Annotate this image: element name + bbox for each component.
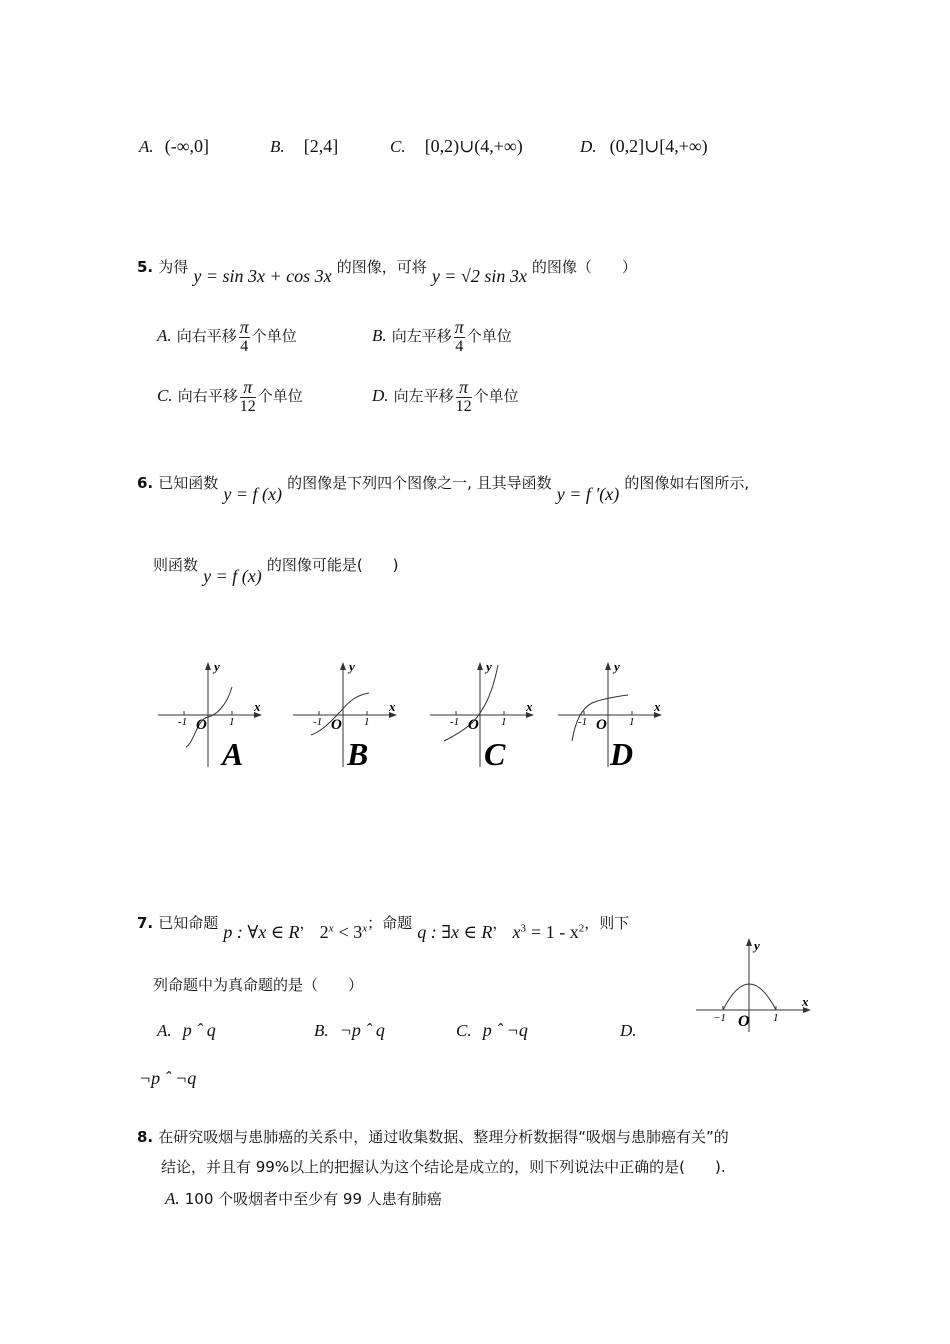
option-letter: A. [157, 326, 172, 345]
tick-label: 1 [229, 716, 235, 728]
option-text: 向左平移 [393, 387, 454, 405]
graph-letter: A [222, 736, 244, 772]
graph-letter: D [610, 736, 634, 772]
ineq-exp: x [362, 922, 368, 935]
option-text: ¬p ˆ q [339, 1020, 385, 1040]
eq-mid: = 1 - x [531, 922, 579, 942]
q4-option-b [270, 136, 338, 157]
option-text: (0,2]∪[4,+∞) [609, 136, 708, 156]
q7-stem-line2 [153, 974, 363, 995]
q5-option-c [157, 378, 303, 415]
graph-d-svg [550, 655, 670, 775]
origin-label: O [196, 717, 207, 733]
tick-label: 1 [629, 716, 635, 728]
q6-derivative-graph [694, 934, 820, 1034]
y-label: y [614, 659, 620, 674]
fraction [456, 378, 472, 415]
option-text: ¬p ˆ ¬q [139, 1068, 197, 1088]
option-letter: D. [580, 137, 597, 156]
option-text: 个单位 [466, 327, 512, 345]
graph-c-svg [422, 655, 542, 775]
denominator: 4 [455, 338, 464, 355]
graph-b [285, 655, 405, 775]
stem-text: 的图像，可将 [336, 258, 427, 276]
option-letter: B. [270, 137, 285, 156]
y-arrow [205, 662, 211, 670]
graph-c [422, 655, 542, 775]
stem-text: 列命题中为真命题的是（ ） [153, 976, 364, 994]
option-text: 向左平移 [391, 327, 452, 345]
numerator: π [243, 377, 253, 397]
equation [512, 923, 584, 942]
fraction [239, 318, 250, 355]
origin-label: O [468, 717, 479, 733]
y-arrow [605, 662, 611, 670]
option-letter: A. [157, 1021, 172, 1040]
x-label: x [389, 699, 396, 714]
x-label: x [654, 699, 661, 714]
inequality [320, 923, 368, 942]
separator: ， [299, 914, 315, 932]
y-arrow [746, 938, 752, 946]
stem-text: 结论，并且有 99%以上的把握认为这个结论是成立的，则下列说法中正确的是( ). [161, 1158, 726, 1176]
denominator: 12 [239, 398, 256, 415]
option-text: 向右平移 [177, 387, 238, 405]
y-label: y [754, 938, 760, 953]
option-text: [0,2)∪(4,+∞) [424, 136, 523, 156]
question-number: 7. [137, 914, 154, 932]
formula: y = f ′(x) [556, 484, 620, 504]
y-arrow [340, 662, 346, 670]
tick-label: -1 [178, 716, 188, 728]
option-text: 个单位 [251, 327, 297, 345]
tick-label: 1 [364, 716, 370, 728]
graph-letter: C [484, 736, 506, 772]
origin-label: O [596, 717, 607, 733]
q8-stem-line2 [161, 1156, 726, 1177]
q6-stem [137, 472, 750, 504]
graph-a [150, 655, 270, 775]
tick-label: −1 [713, 1012, 726, 1024]
option-letter: C. [390, 137, 406, 156]
q6-stem-line2 [153, 554, 399, 586]
separator: ；命题 [367, 914, 413, 932]
denominator: 12 [455, 398, 472, 415]
option-letter: D. [372, 386, 389, 405]
q4-option-d [580, 136, 708, 157]
eq-exp: 2 [578, 922, 585, 935]
y-label: y [486, 659, 492, 674]
y-label: y [349, 659, 355, 674]
q5-option-a [157, 318, 297, 355]
q7-stem [137, 912, 630, 942]
stem-text: 已知函数 [158, 474, 219, 492]
q7-option-a [157, 1020, 216, 1041]
denominator: 4 [240, 338, 249, 355]
q8-option-a [165, 1188, 442, 1209]
tick-label: -1 [450, 716, 460, 728]
q5-stem [137, 256, 637, 286]
option-letter: D. [620, 1021, 637, 1040]
option-text: 100 个吸烟者中至少有 99 人患有肺癌 [184, 1190, 442, 1208]
stem-text: 的图像（ ） [531, 258, 637, 276]
separator: ， [492, 914, 508, 932]
option-text: 向右平移 [176, 327, 237, 345]
tick-label: 1 [773, 1012, 779, 1024]
question-number: 8. [137, 1128, 154, 1146]
tick-label: -1 [313, 716, 323, 728]
q7-option-d [620, 1020, 637, 1041]
q5-option-d [372, 378, 519, 415]
option-letter: B. [372, 326, 387, 345]
stem-text: ，则下 [584, 914, 630, 932]
formula: y = sin 3x + cos 3x [193, 266, 332, 286]
x-label: x [254, 699, 261, 714]
y-arrow [477, 662, 483, 670]
option-text: (-∞,0] [164, 136, 210, 156]
option-text: p ˆ ¬q [482, 1020, 528, 1040]
origin-label: O [738, 1013, 750, 1030]
eq-base: x [512, 922, 521, 942]
option-text: 个单位 [257, 387, 303, 405]
eq-exp: 3 [520, 922, 526, 935]
formula: y = √2 sin 3x [431, 266, 527, 286]
q7-option-b [314, 1020, 385, 1041]
x-label: x [526, 699, 533, 714]
formula-q: q : ∃x ∈ R [417, 922, 493, 942]
question-number: 6. [137, 474, 154, 492]
numerator: π [454, 317, 464, 337]
numerator: π [239, 317, 249, 337]
graph-d [550, 655, 670, 775]
formula-p: p : ∀x ∈ R [223, 922, 300, 942]
stem-text: 已知命题 [158, 914, 219, 932]
fraction [454, 318, 465, 355]
question-number: 5. [137, 258, 154, 276]
option-text: [2,4] [303, 136, 339, 156]
q7-option-c [456, 1020, 528, 1041]
tick-label: -1 [578, 716, 588, 728]
option-letter: B. [314, 1021, 329, 1040]
option-letter: C. [456, 1021, 472, 1040]
origin-label: O [331, 717, 342, 733]
tick-label: 1 [501, 716, 507, 728]
q8-stem [137, 1126, 729, 1147]
stem-text: 在研究吸烟与患肺癌的关系中，通过收集数据、整理分析数据得“吸烟与患肺癌有关”的 [158, 1128, 729, 1146]
x-label: x [802, 994, 809, 1009]
formula: y = f (x) [203, 566, 262, 586]
ineq-exp: x [328, 922, 334, 935]
option-letter: C. [157, 386, 173, 405]
graph-a-svg [150, 655, 270, 775]
q4-option-a [139, 136, 209, 157]
option-text: 个单位 [473, 387, 519, 405]
q7-option-d-text [139, 1068, 196, 1089]
derivative-graph-svg [694, 934, 820, 1034]
option-letter: A. [165, 1189, 180, 1208]
y-label: y [214, 659, 220, 674]
stem-text: 的图像可能是( ) [266, 556, 399, 574]
graph-letter: B [347, 736, 369, 772]
formula: y = f (x) [223, 484, 282, 504]
stem-text: 为得 [158, 258, 189, 276]
q5-option-b [372, 318, 512, 355]
graph-b-svg [285, 655, 405, 775]
option-text: p ˆ q [182, 1020, 216, 1040]
q4-option-c [390, 136, 523, 157]
option-letter: A. [139, 137, 154, 156]
ineq-op: < 3 [338, 922, 363, 942]
numerator: π [459, 377, 469, 397]
stem-text: 的图像是下列四个图像之一, 且其导函数 [287, 474, 552, 492]
ineq-base: 2 [319, 922, 329, 942]
stem-text: 的图像如右图所示, [624, 474, 750, 492]
fraction [240, 378, 256, 415]
q6-graphs [150, 655, 680, 775]
stem-text: 则函数 [153, 556, 199, 574]
